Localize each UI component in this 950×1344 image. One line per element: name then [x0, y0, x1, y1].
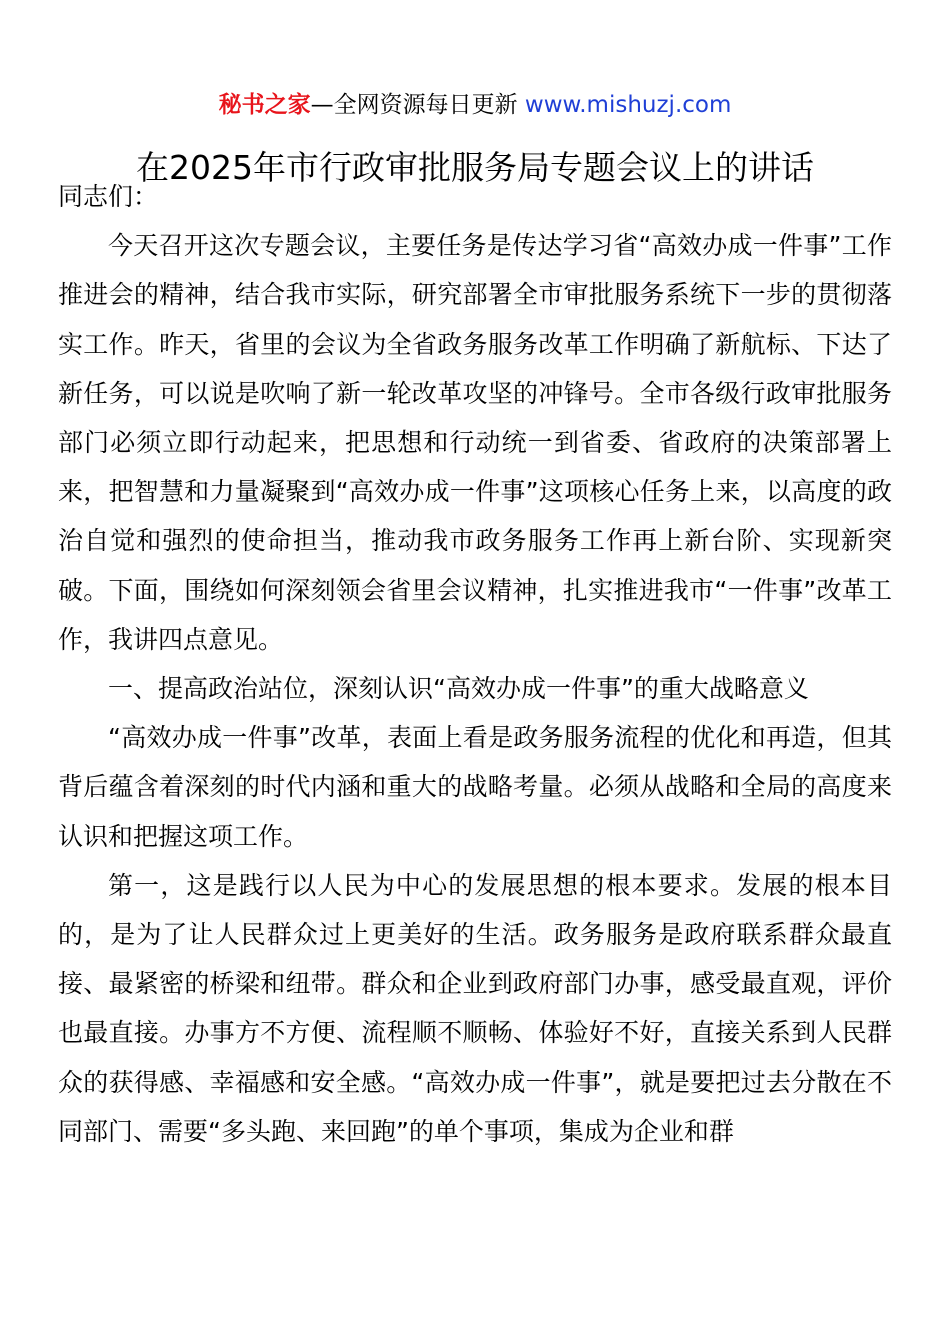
brand-name: 秘书之家: [218, 92, 311, 118]
site-url-link[interactable]: www.mishuzj.com: [524, 92, 732, 118]
paragraph: “高效办成一件事”改革，表面上看是政务服务流程的优化和再造，但其背后蕴含着深刻的时代内涵和重大的战略考量。必须从战略和全局的高度来认识和把握这项工作。: [58, 723, 892, 851]
document-body: [58, 172, 892, 1156]
site-header: [0, 88, 950, 122]
header-tagline: —全网资源每日更新: [310, 92, 518, 118]
section-heading: 一、提高政治站位，深刻认识“高效办成一件事”的重大战略意义: [108, 674, 809, 704]
document-title: 在2025年市行政审批服务局专题会议上的讲话: [136, 148, 814, 187]
salutation: 同志们：: [58, 182, 159, 211]
paragraph: 今天召开这次专题会议，主要任务是传达学习省“高效办成一件事”工作推进会的精神，结合我市实际，研究部署全市审批服务系统下一步的贯彻落实工作。昨天，省里的会议为全省政务服务改革工作明确了新航标、下达了新任务，可以说是吹响了新一轮改革攻坚的冲锋号。全市各级行政审批服务部门必须立即行动起来，把思想和行动统一到省委、省政府的决策部署上来，把智慧和力量凝聚到“高效办成一件事”这项核心任务上来，以高度的政治自觉和强烈的使命担当，推动我市政务服务工作再上新台阶、实现新突破。下面，围绕如何深刻领会省里会议精神，扎实推进我市“一件事”改革工作，我讲四点意见。: [58, 231, 893, 654]
paragraph: 第一，这是践行以人民为中心的发展思想的根本要求。发展的根本目的，是为了让人民群众过上更美好的生活。政务服务是政府联系群众最直接、最紧密的桥梁和纽带。群众和企业到政府部门办事，感受最直观，评价也最直接。办事方不方便、流程顺不顺畅、体验好不好，直接关系到人民群众的获得感、幸福感和安全感。“高效办成一件事”，就是要把过去分散在不同部门、需要“多头跑、来回跑”的单个事项，集成为企业和群: [58, 870, 892, 1146]
